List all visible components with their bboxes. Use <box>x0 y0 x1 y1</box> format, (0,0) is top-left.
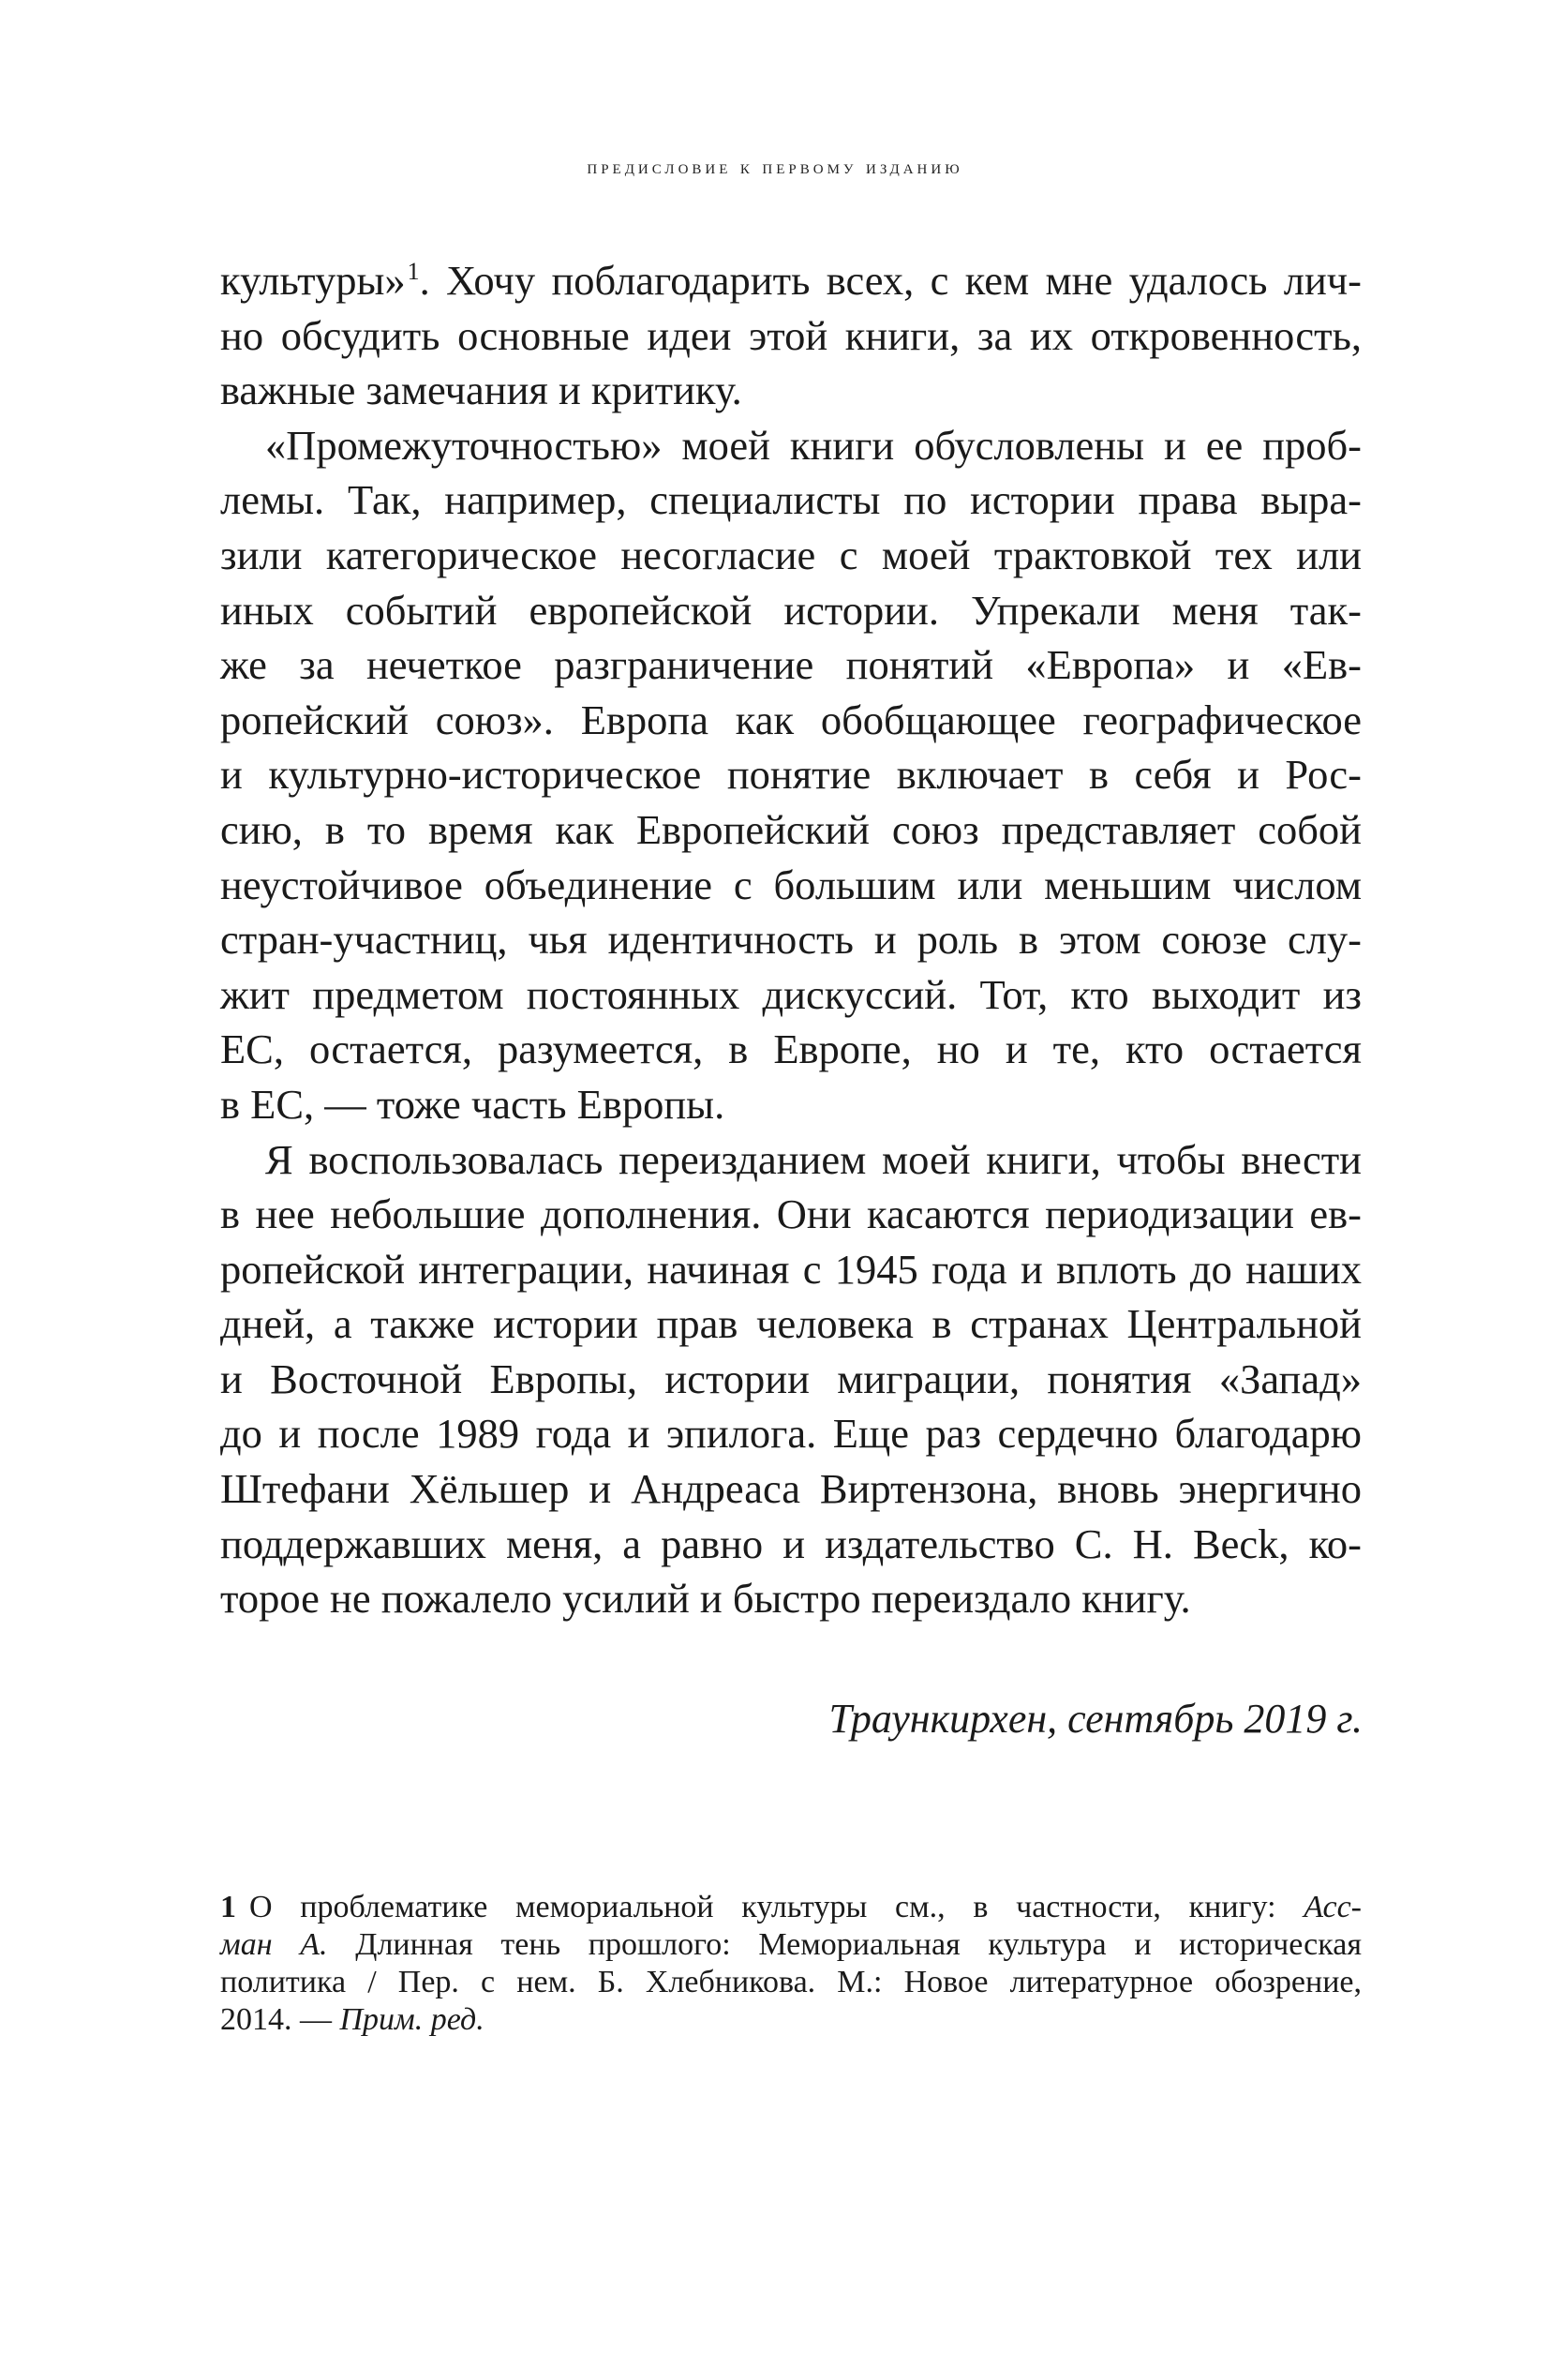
text-line: неустойчивое объединение с большим или меньшим числом <box>220 861 1362 908</box>
text-fragment: . Хочу поблагодарить всех, с кем мне удалось лич- <box>419 257 1362 304</box>
text-line: иных событий европейской истории. Упрекали меня так- <box>220 586 1362 634</box>
text-line: но обсудить основные идеи этой книги, за их откровенность, <box>220 311 1362 359</box>
text-line: в ЕС, — тоже часть Европы. <box>220 1080 725 1128</box>
footnote-line <box>220 1889 1362 1926</box>
footnote <box>220 1889 1362 2039</box>
text-line: жит предметом постоянных дискуссий. Тот, кто выходит из <box>220 970 1362 1018</box>
text-line: ЕС, остается, разумеется, в Европе, но и те, кто остается <box>220 1025 1362 1073</box>
footnote-italic: Прим. ред. <box>339 2002 484 2037</box>
footnote-italic: ман А. <box>220 1927 328 1962</box>
footnote-text: Длинная тень прошлого: Мемориальная культура и историческая <box>327 1927 1362 1962</box>
text-line: «Промежуточностью» моей книги обусловлены и ее проб- <box>265 421 1362 469</box>
text-line: важные замечания и критику. <box>220 367 742 414</box>
text-line: и Восточной Европы, истории миграции, понятия «Запад» <box>220 1355 1362 1402</box>
running-head: предисловие к первому изданию <box>587 155 963 178</box>
footnote-italic: Асс- <box>1304 1890 1362 1924</box>
signature-place-date: Траункирхен, сентябрь 2019 г. <box>828 1696 1363 1742</box>
text-fragment: культуры» <box>220 257 406 304</box>
footnote-text: О проблематике мемориальной культуры см., в частности, книгу: <box>249 1890 1304 1924</box>
text-line: стран-участниц, чья идентичность и роль в этом союзе слу- <box>220 916 1362 964</box>
footnote-line <box>220 1926 1362 1964</box>
text-line: сию, в то время как Европейский союз представляет собой <box>220 805 1362 853</box>
footnote-reference[interactable]: 1 <box>407 258 420 285</box>
text-line: Штефани Хёльшер и Андреаса Виртензона, вновь энергично <box>220 1465 1362 1513</box>
text-line: ропейский союз». Европа как обобщающее географическое <box>220 696 1362 743</box>
text-line: торое не пожалело усилий и быстро переиздало книгу. <box>220 1575 1191 1623</box>
text-line: зили категорическое несогласие с моей трактовкой тех или <box>220 531 1362 578</box>
footnote-line: политика / Пер. с нем. Б. Хлебникова. М.: Новое литературное обозрение, <box>220 1965 1362 1999</box>
footnote-line <box>220 2001 1362 2039</box>
text-line: же за нечеткое разграничение понятий «Европа» и «Ев- <box>220 641 1362 689</box>
text-line <box>220 253 1362 308</box>
footnote-number: 1 <box>220 1890 236 1924</box>
text-line: в нее небольшие дополнения. Они касаются периодизации ев- <box>220 1190 1362 1238</box>
text-line: до и после 1989 года и эпилога. Еще раз сердечно благодарю <box>220 1410 1362 1458</box>
main-text <box>220 253 1362 1626</box>
text-line: и культурно-историческое понятие включает в себя и Рос- <box>220 751 1362 799</box>
text-line: ропейской интеграции, начиная с 1945 года и вплоть до наших <box>220 1245 1362 1293</box>
text-line: поддержавших меня, а равно и издательство C. H. Beck, ко- <box>220 1519 1362 1567</box>
text-line: дней, а также истории прав человека в странах Центральной <box>220 1300 1362 1348</box>
text-line: Я воспользовалась переизданием моей книги, чтобы внести <box>265 1135 1362 1183</box>
text-line: лемы. Так, например, специалисты по истории права выра- <box>220 476 1362 524</box>
footnote-text: 2014. — <box>220 2002 340 2037</box>
